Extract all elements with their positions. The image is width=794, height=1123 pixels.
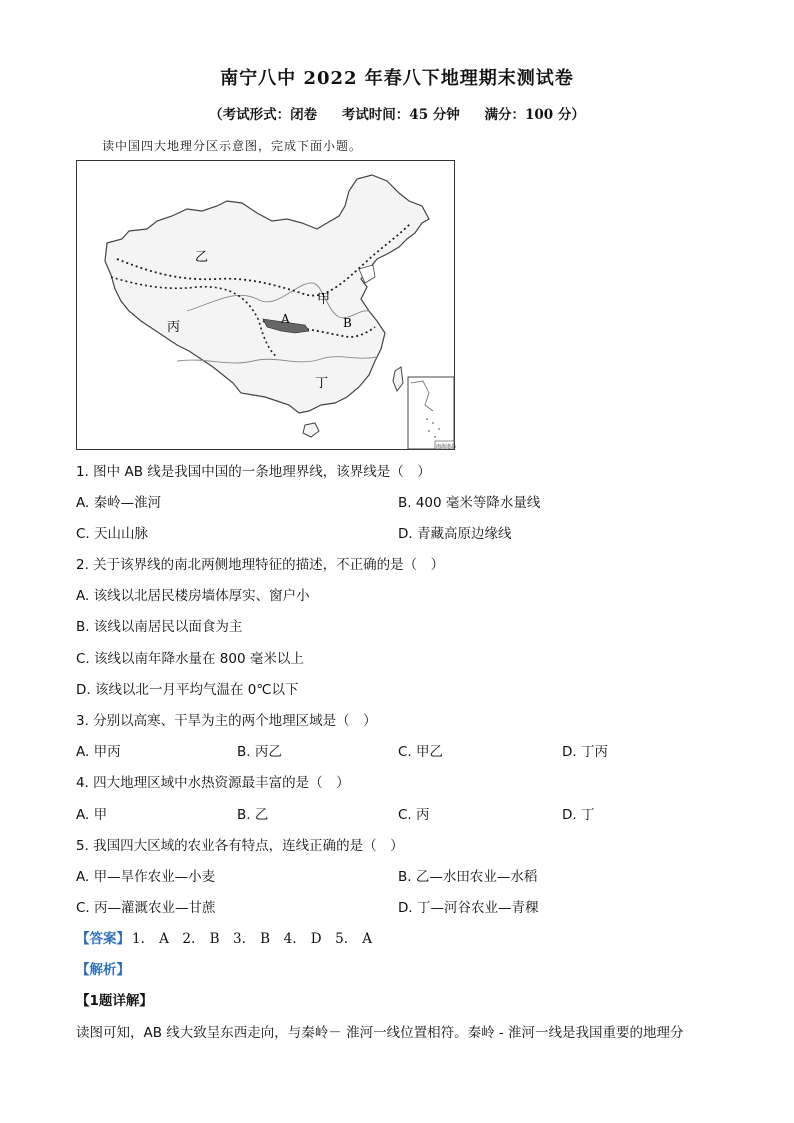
label-yi: 乙 [195,250,209,265]
south-sea-inset [408,377,457,450]
question-2-stem: 2. 关于该界线的南北两侧地理特征的描述，不正确的是（ ） [76,557,445,573]
inset-label: 南海诸岛 [436,444,457,450]
detail-1-label: 【1题详解】 [76,993,153,1009]
q1-option-d: D. 青藏高原边缘线 [398,526,512,542]
label-a: A [281,312,290,326]
q4-option-c: C. 丙 [398,807,430,823]
q4-option-b: B. 乙 [237,807,269,823]
hainan-island [303,423,319,437]
q3-option-d: D. 丁丙 [562,744,608,760]
detail-1-text: 读图可知，AB 线大致呈东西走向，与秦岭－ 淮河一线位置相符。秦岭 - 淮河一线是我国重要的地理分 [76,1025,684,1041]
question-5-stem: 5. 我国四大区域的农业各有特点，连线正确的是（ ） [76,838,404,854]
page-title: 南宁八中 2022 年春八下地理期末测试卷 [220,68,574,89]
q2-option-d: D. 该线以北一月平均气温在 0℃以下 [76,682,299,698]
analysis-label: 【解析】 [76,962,130,978]
intro-text: 读中国四大地理分区示意图，完成下面小题。 [102,139,363,153]
question-1-stem: 1. 图中 AB 线是我国中国的一条地理界线，该界线是（ ） [76,464,431,480]
q2-option-b: B. 该线以南居民以面食为主 [76,619,243,635]
q3-option-a: A. 甲丙 [76,744,121,760]
map-svg [77,161,457,450]
answer-label: 【答案】 [76,931,130,947]
q2-option-a: A. 该线以北居民楼房墙体厚实、窗户小 [76,588,310,604]
question-4-stem: 4. 四大地理区域中水热资源最丰富的是（ ） [76,775,350,791]
q3-option-b: B. 丙乙 [237,744,282,760]
answer-values: 1. A 2. B 3. B 4. D 5. A [132,931,373,947]
exam-info [0,103,794,123]
label-bing: 丙 [167,320,181,335]
q5-option-d: D. 丁—河谷农业—青稞 [398,900,539,916]
q4-option-d: D. 丁 [562,807,595,823]
q1-option-c: C. 天山山脉 [76,526,149,542]
q4-option-a: A. 甲 [76,807,108,823]
taiwan-island [393,367,403,391]
q2-option-c: C. 该线以南年降水量在 800 毫米以上 [76,651,304,667]
q5-option-b: B. 乙—水田农业—水稻 [398,869,538,885]
exam-time: 考试时间：45 分钟 [341,107,460,123]
china-outline [105,175,429,413]
label-jia: 甲 [317,292,331,307]
label-ding: 丁 [315,376,329,391]
exam-score: 满分：100 分） [484,107,585,123]
china-regions-map [76,160,455,450]
q1-option-b: B. 400 毫米等降水量线 [398,495,541,511]
q5-option-c: C. 丙—灌溉农业—甘蔗 [76,900,216,916]
q3-option-c: C. 甲乙 [398,744,444,760]
q1-option-a: A. 秦岭—淮河 [76,495,162,511]
question-3-stem: 3. 分别以高寒、干旱为主的两个地理区域是（ ） [76,713,377,729]
q5-option-a: A. 甲—旱作农业—小麦 [76,869,216,885]
label-b: B [343,316,352,330]
exam-form: （考试形式：闭卷 [209,107,318,123]
